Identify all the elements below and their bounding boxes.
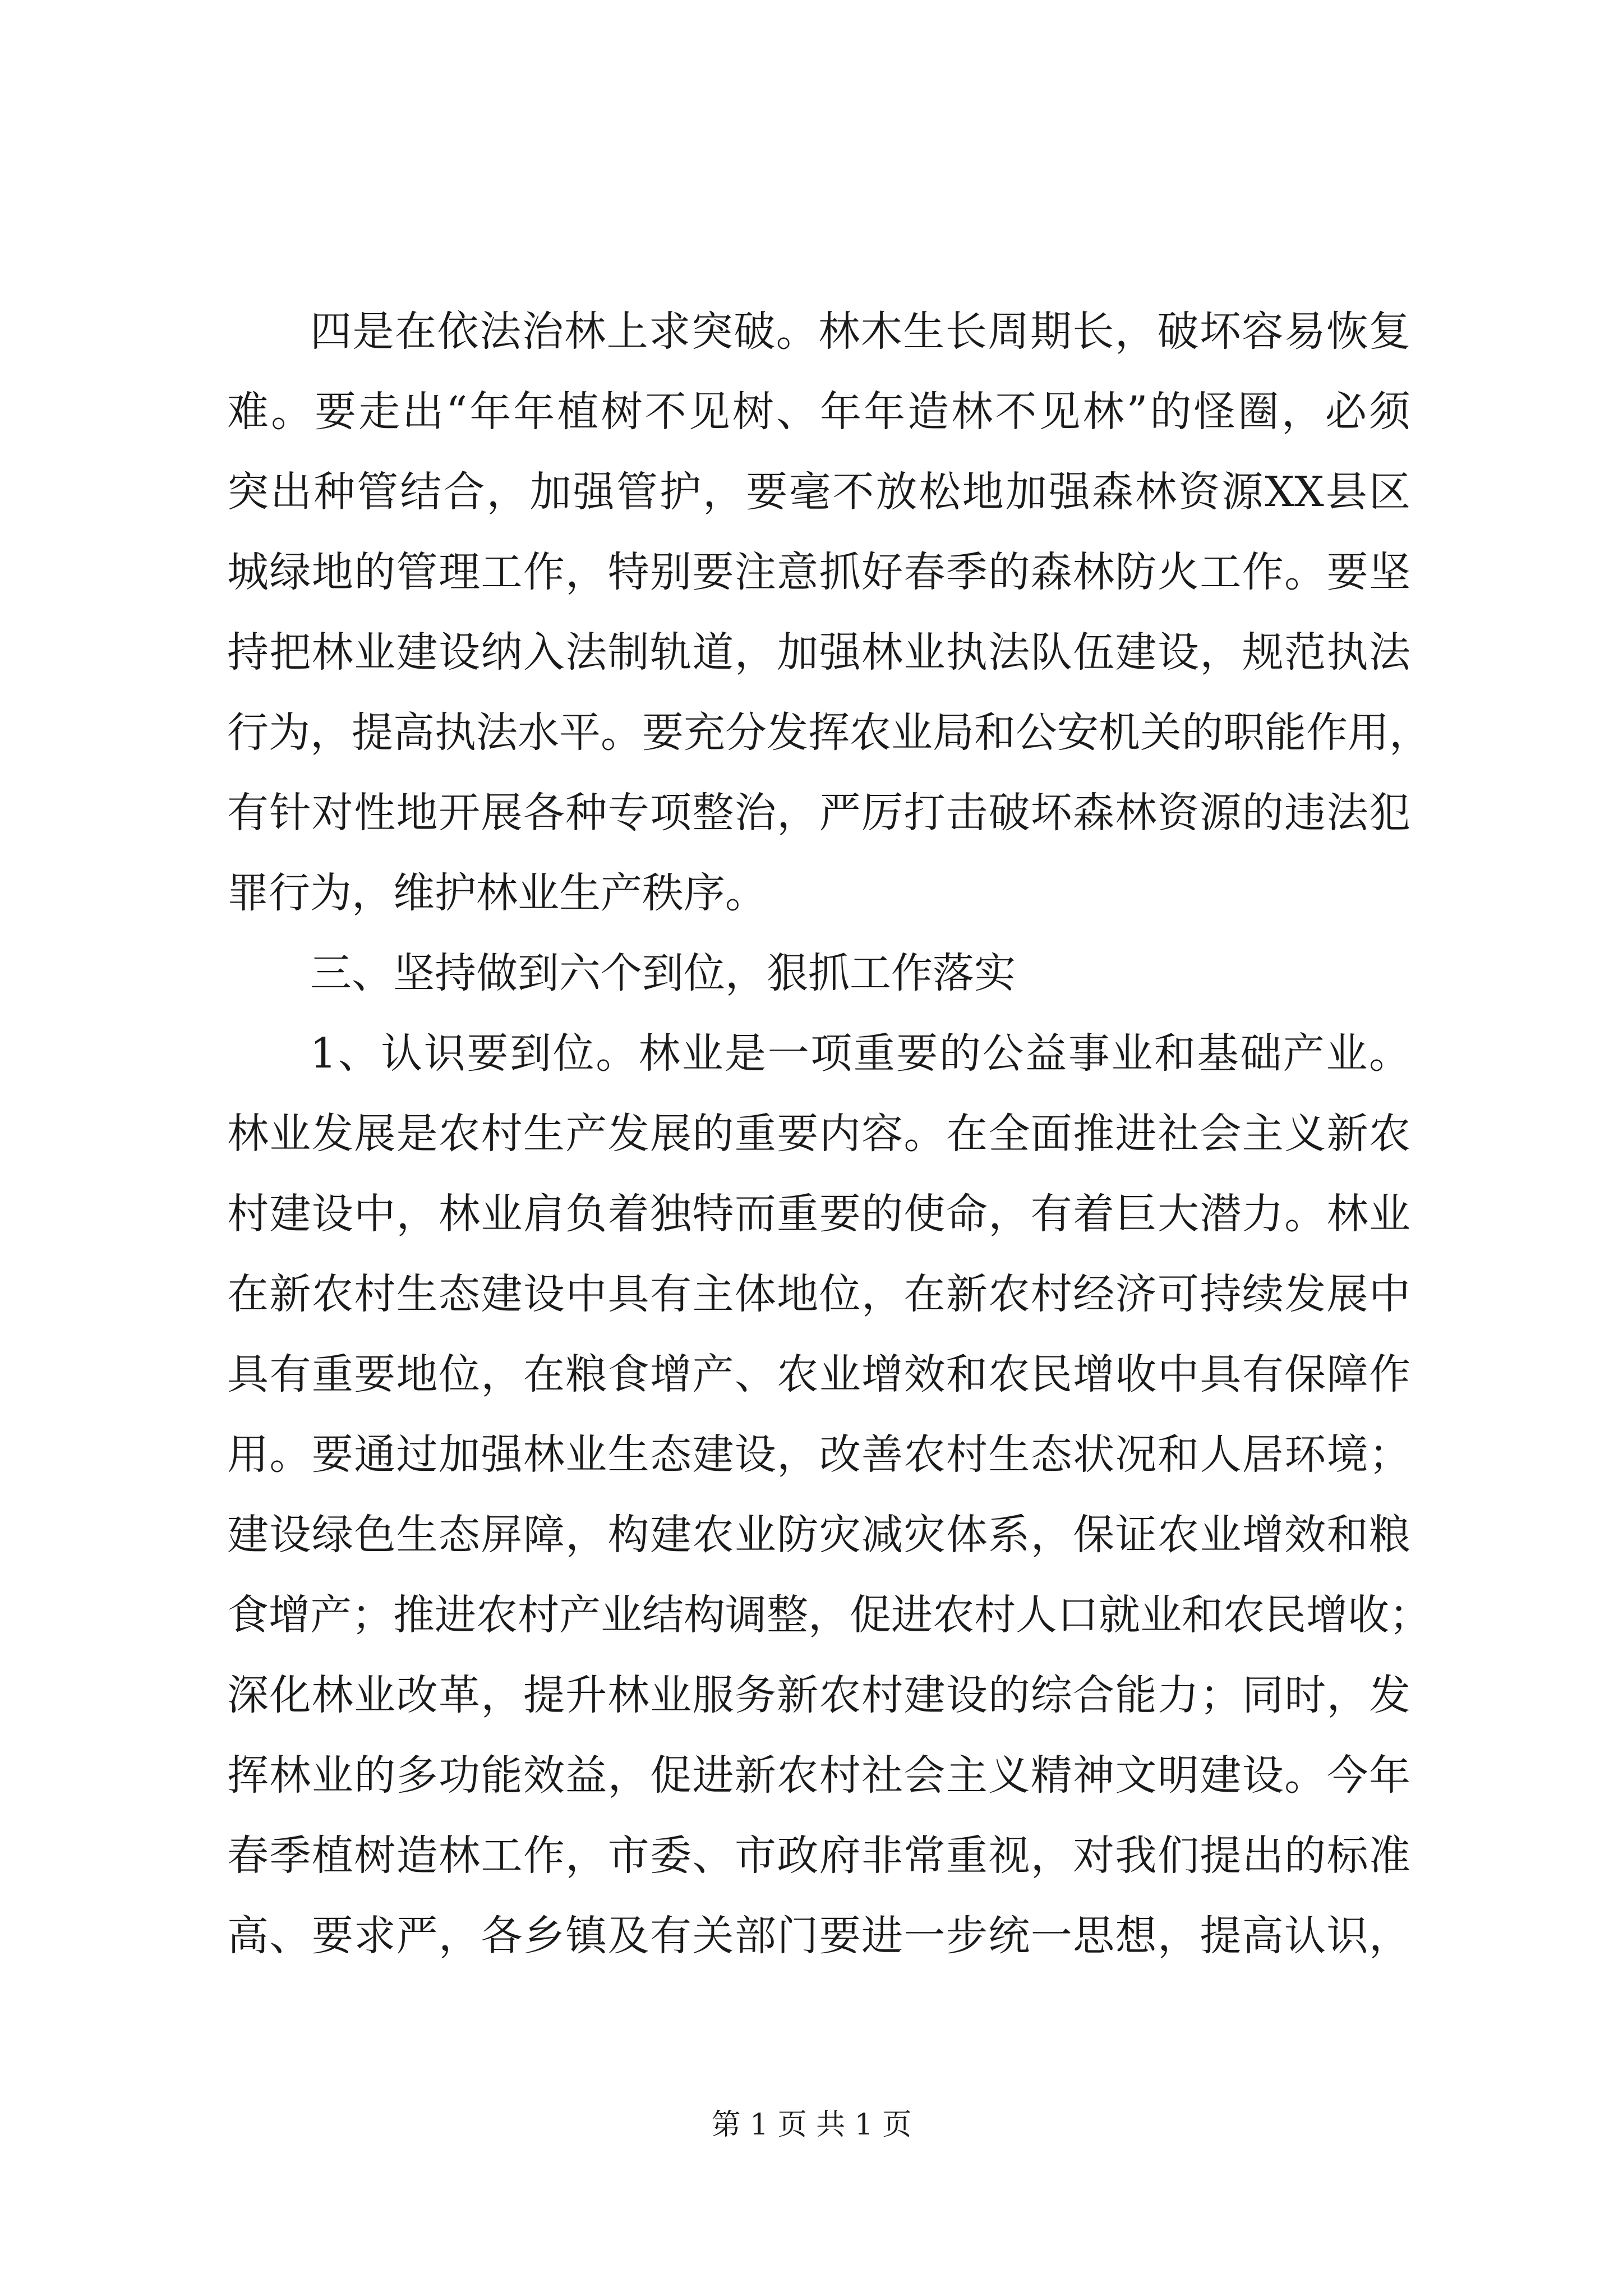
- page-number-footer: 第 1 页 共 1 页: [711, 2108, 912, 2142]
- paragraph-line: 挥林业的多功能效益，促进新农村社会主义精神文明建设。今年: [227, 1751, 1410, 1800]
- paragraph-line: 深化林业改革，提升林业服务新农村建设的综合能力；同时，发: [227, 1671, 1410, 1719]
- paragraph-line: 村建设中，林业肩负着独特而重要的使命，有着巨大潜力。林业: [227, 1190, 1410, 1238]
- paragraph-line: 行为，提高执法水平。要充分发挥农业局和公安机关的职能作用，: [227, 708, 1431, 757]
- paragraph-line: 建设绿色生态屏障，构建农业防灾减灾体系，保证农业增效和粮: [227, 1511, 1410, 1559]
- paragraph-line: 城绿地的管理工作，特别要注意抓好春季的森林防火工作。要坚: [227, 548, 1410, 596]
- paragraph-line: 有针对性地开展各种专项整治，严厉打击破坏森林资源的违法犯: [227, 789, 1410, 837]
- paragraph-line: 林业发展是农村生产发展的重要内容。在全面推进社会主义新农: [227, 1110, 1410, 1158]
- paragraph-line: 1、认识要到位。林业是一项重要的公益事业和基础产业。: [310, 1029, 1410, 1078]
- paragraph-line: 罪行为，维护林业生产秩序。: [227, 869, 767, 917]
- paragraph-line: 持把林业建设纳入法制轨道，加强林业执法队伍建设，规范执法: [227, 628, 1410, 677]
- paragraph-line: 在新农村生态建设中具有主体地位，在新农村经济可持续发展中: [227, 1270, 1410, 1318]
- paragraph-line: 四是在依法治林上求突破。林木生长周期长，破坏容易恢复: [310, 307, 1410, 356]
- paragraph-line: 具有重要地位，在粮食增产、农业增效和农民增收中具有保障作: [227, 1350, 1410, 1398]
- paragraph-line: 突出种管结合，加强管护，要毫不放松地加强森林资源XX县区: [227, 468, 1410, 516]
- document-body: [227, 292, 1431, 1976]
- paragraph-line: 春季植树造林工作，市委、市政府非常重视，对我们提出的标准: [227, 1832, 1410, 1880]
- paragraph-line: 食增产；推进农村产业结构调整，促进农村人口就业和农民增收；: [227, 1591, 1431, 1639]
- paragraph-line: 高、要求严，各乡镇及有关部门要进一步统一思想，提高认识，: [227, 1912, 1410, 1960]
- paragraph-line: 用。要通过加强林业生态建设，改善农村生态状况和人居环境；: [227, 1430, 1410, 1479]
- section-heading: 三、坚持做到六个到位，狠抓工作落实: [310, 949, 1016, 997]
- paragraph-line: 难。要走出“年年植树不见树、年年造林不见林”的怪圈，必须: [227, 388, 1410, 436]
